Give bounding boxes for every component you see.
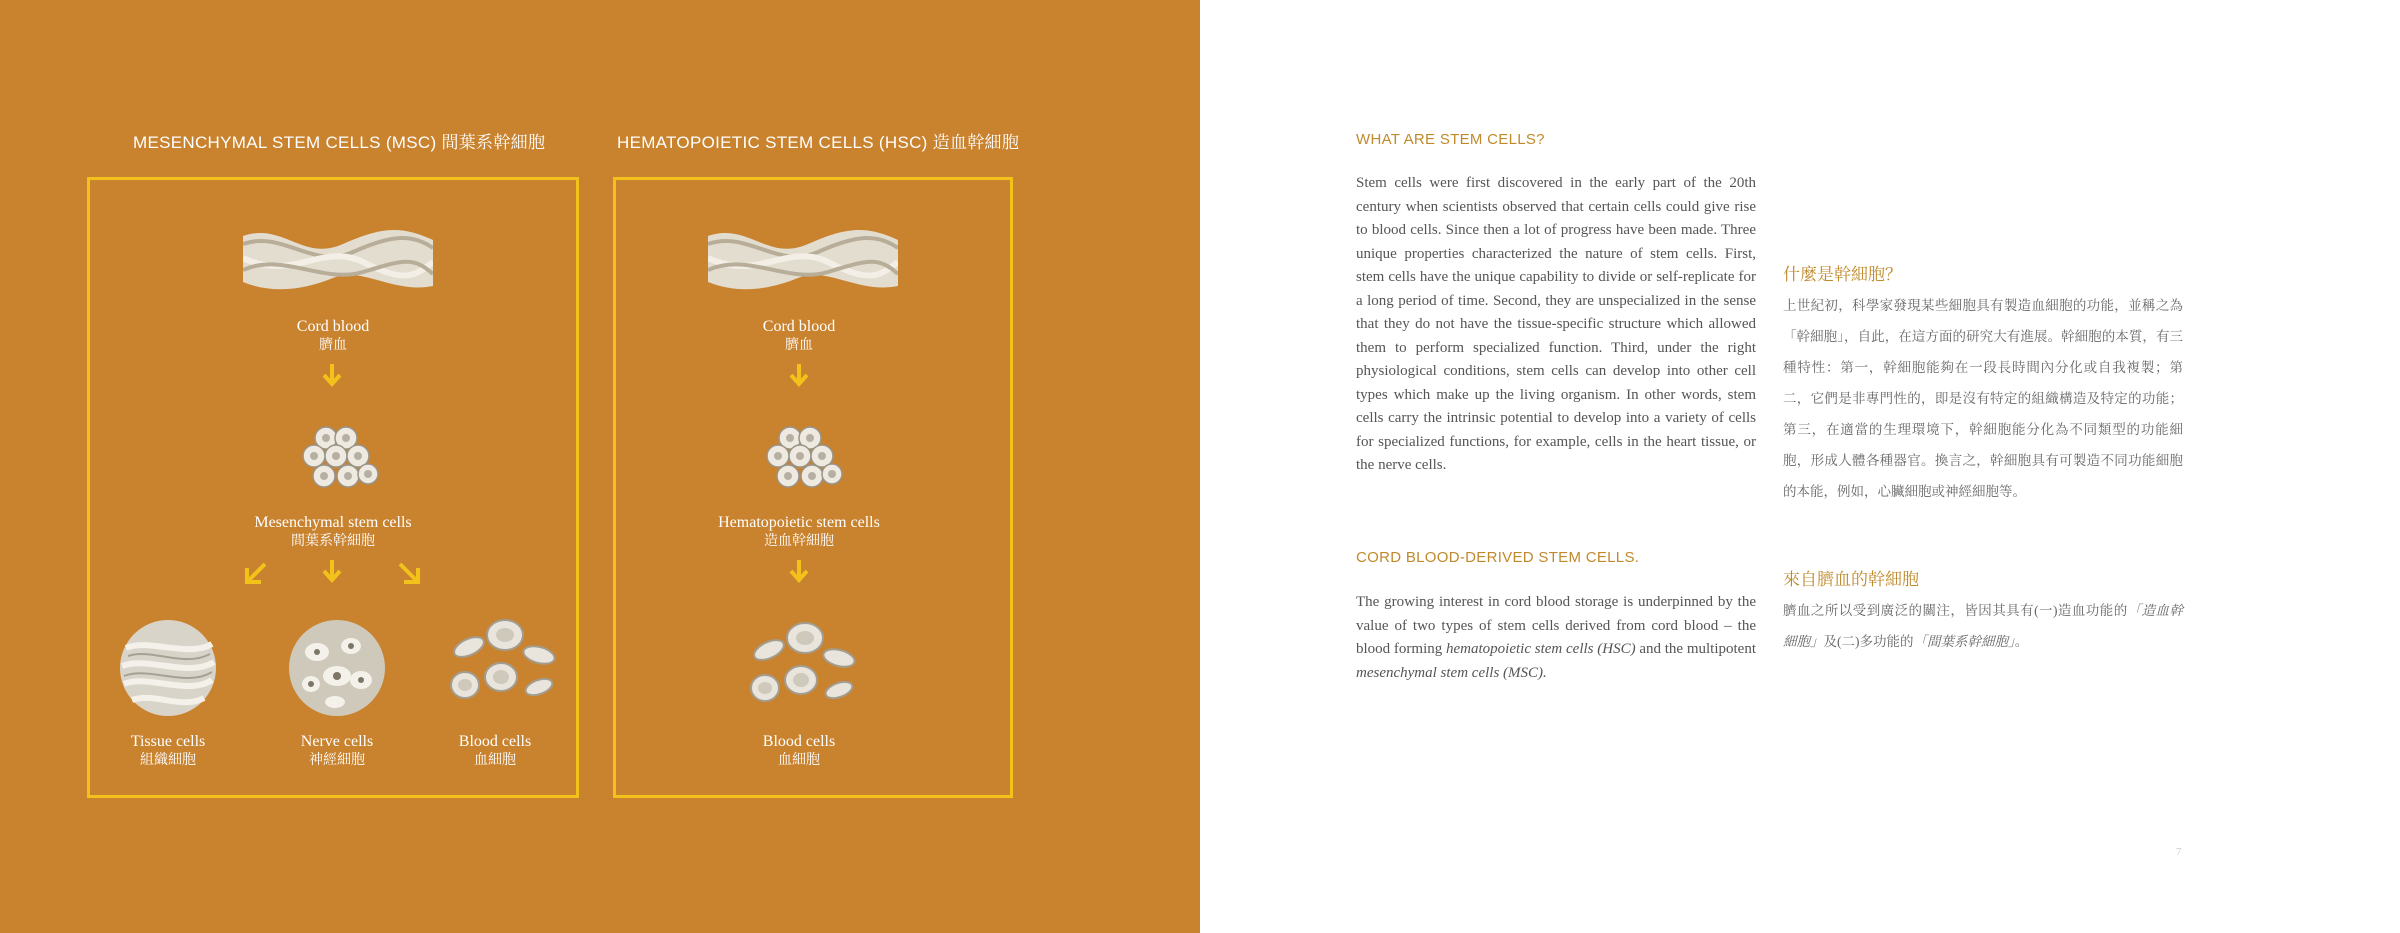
cord-heading-en: CORD BLOOD-DERIVED STEM CELLS. — [1356, 549, 1640, 566]
page-number: 7 — [2176, 846, 2182, 858]
right-page — [1200, 0, 2400, 933]
msc-cord-blood-en: Cord blood — [296, 318, 370, 335]
cord-body-en — [1356, 591, 1756, 685]
blood-cells-illustration — [745, 618, 860, 718]
hsc-blood-cells-caption — [739, 732, 859, 770]
msc-stem-caption — [213, 513, 453, 551]
what-heading-en: WHAT ARE STEM CELLS? — [1356, 131, 1545, 148]
msc-stem-zh: 間葉系幹細胞 — [291, 534, 375, 549]
hsc-blood-cells-en: Blood cells — [762, 733, 836, 750]
cord-body-zh-part: 臍血之所以受到廣泛的關注，皆因其具有(一)造血功能的 — [1783, 603, 2128, 618]
blood-cells-illustration — [445, 615, 560, 715]
nerve-cells-zh: 神經細胞 — [309, 753, 365, 768]
cord-body-en-part: The growing interest in cord blood storage is underpinned by the value of two types of stem cells derived from cord blood – the blood forming — [1356, 594, 1756, 657]
tissue-cells-illustration — [118, 618, 218, 718]
msc-blood-cells-en: Blood cells — [458, 733, 532, 750]
hsc-heading: HEMATOPOIETIC STEM CELLS (HSC) 造血幹細胞 — [617, 133, 1020, 152]
tissue-cells-en: Tissue cells — [130, 733, 206, 750]
msc-term: mesenchymal stem cells (MSC). — [1356, 664, 1547, 681]
msc-blood-cells-zh: 血細胞 — [474, 753, 516, 768]
hsc-stem-zh: 造血幹細胞 — [764, 534, 834, 549]
msc-cord-blood-zh: 臍血 — [319, 338, 347, 353]
cord-body-en-part: and the multipotent — [1635, 641, 1756, 657]
cord-body-zh — [1783, 595, 2183, 657]
hsc-stem-caption — [679, 513, 919, 551]
nerve-cells-caption — [277, 732, 397, 770]
stem-cell-cluster-illustration — [296, 424, 380, 496]
what-heading-zh: 什麼是幹細胞？ — [1783, 265, 1902, 284]
cord-body-zh-part: 。 — [2014, 634, 2029, 649]
cord-blood-illustration — [243, 222, 433, 294]
hsc-term-zh: 「造血幹細胞」 — [1783, 603, 2184, 649]
nerve-cells-en: Nerve cells — [300, 733, 374, 750]
tissue-cells-zh: 組織細胞 — [140, 753, 196, 768]
nerve-cells-illustration — [287, 618, 387, 718]
cord-body-zh-part: 及(二)多功能的 — [1823, 634, 1914, 649]
msc-blood-cells-caption — [435, 732, 555, 770]
hsc-blood-cells-zh: 血細胞 — [778, 753, 820, 768]
hsc-stem-en: Hematopoietic stem cells — [718, 514, 880, 531]
hsc-cord-blood-zh: 臍血 — [785, 338, 813, 353]
msc-term-zh: 「間葉系幹細胞」 — [1913, 634, 2015, 649]
down-arrow-icon — [321, 560, 343, 586]
cord-heading-zh: 來自臍血的幹細胞 — [1783, 570, 1919, 589]
down-arrow-icon — [788, 560, 810, 586]
tissue-cells-caption — [108, 732, 228, 770]
what-body-zh: 上世紀初，科學家發現某些細胞具有製造血細胞的功能，並稱之為「幹細胞」，自此，在這方面的研究大有進展。幹細胞的本質，有三種特性：第一，幹細胞能夠在一段長時間內分化或自我複製；第二，它們是非專門性的，即是沒有特定的組織構造及特定的功能；第三，在適當的生理環境下，幹細胞能分化為不同類型的功能細胞，形成人體各種器官。換言之，幹細胞具有可製造不同功能細胞的本能，例如，心臟細胞或神經細胞等。 — [1783, 298, 2183, 499]
down-arrow-icon — [788, 364, 810, 390]
down-arrow-icon — [321, 364, 343, 390]
cord-blood-illustration — [708, 222, 898, 294]
down-right-arrow-icon — [396, 560, 422, 586]
down-left-arrow-icon — [243, 560, 269, 586]
msc-heading: MESENCHYMAL STEM CELLS (MSC) 間葉系幹細胞 — [133, 133, 546, 152]
stem-cell-cluster-illustration — [760, 424, 844, 496]
msc-cord-blood-caption — [233, 317, 433, 355]
msc-stem-en: Mesenchymal stem cells — [254, 514, 412, 531]
hsc-term: hematopoietic stem cells (HSC) — [1446, 641, 1636, 657]
hsc-cord-blood-en: Cord blood — [762, 318, 836, 335]
what-body-en: Stem cells were first discovered in the early part of the 20th century when scientists observed that certain cells could give rise to blood cells. Since then a lot of progress have been made. Three unique properties characterized the nature of stem cells. First, stem cells have the unique capability to divide or self-replicate for a long period of time. Second, they are unspecialized in the sense that they do not have the tissue-specific structure which allowed them to perform specialized function. Third, under the right physiological conditions, stem cells can develop into other cell types which make up the living organism. In other words, stem cells carry the intrinsic potential to develop into a variety of cells for specialized functions, for example, cells in the heart tissue, or the nerve cells. — [1356, 175, 1756, 473]
hsc-cord-blood-caption — [699, 317, 899, 355]
